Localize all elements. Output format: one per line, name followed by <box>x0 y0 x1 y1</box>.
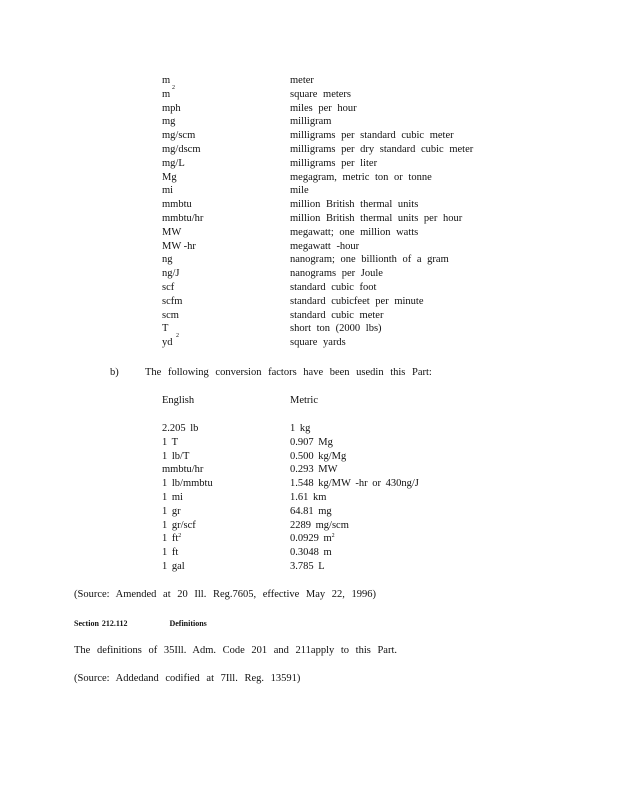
english-value-text: 1 T <box>162 436 179 448</box>
english-superscript: 2 <box>178 533 182 540</box>
abbreviation-term: mg/L <box>162 157 185 169</box>
abbreviation-definition: miles per hour <box>290 102 357 114</box>
metric-value <box>290 422 310 436</box>
abbreviation-term: mph <box>162 102 181 114</box>
metric-value <box>290 491 326 505</box>
english-value-text: 1 gr/scf <box>162 519 196 531</box>
abbreviation-term: scm <box>162 309 179 321</box>
document-page: m meter m 2 square meters mph miles per hour mg milligram mg/scm milligrams per standard cubic meter mg/dscm milligrams per dry standard cubic meter mg/L milligrams per liter Mg megagram, metric ton or tonne mi mile mmbtu million British thermal units mmbtu/hr million British thermal units per hour MW megawatt; one million watts MW -hr megawatt -hour ng nanogram; one billionth of a gram ng/J nanograms per Joule scf standard cubic foot scfm standard cubicfeet per minute scm standard cubic meter T short ton (2000 lbs) yd 2 square yards b) The following conversion factors have been usedin this Part: English Metric 2.205 lb 1 kg 1 T 0.907 Mg 1 lb/T 0.500 kg/Mg mmbtu/hr 0.293 MW 1 lb/mmbtu 1.548 kg/MW -hr or 430ng/J 1 mi 1.61 km 1 gr 64.81 mg 1 gr/scf 2289 mg/scm 1 $ft^2$ 0.0929 $m^2$ 1 ft 0.3048 m 1 gal 3.785 L (Source: Amended at 20 Ill. Reg.7605, effective May 22, 1996) Section 212.112 Definitions The definitions of 35Ill. Adm. Code 201 and 211apply to this Part. (Source: Addedand codified at 7Ill. Reg. 13591) <box>74 75 474 684</box>
abbreviation-term: MW -hr <box>162 240 196 252</box>
metric-value <box>290 463 338 477</box>
abbreviation-definition: milligram <box>290 116 332 128</box>
abbreviation-definition: square yards <box>290 337 346 349</box>
abbreviation-definition: short ton (2000 lbs) <box>290 323 382 335</box>
abbreviation-definition: million British thermal units per hour <box>290 213 463 224</box>
metric-value-text: 1 kg <box>290 423 311 434</box>
english-value-text: 2.205 lb <box>162 423 199 434</box>
abbreviation-term: scfm <box>162 295 183 307</box>
metric-value <box>290 532 335 546</box>
metric-column-header: Metric <box>290 395 318 406</box>
abbreviation-term: scf <box>162 282 175 293</box>
metric-value <box>290 477 419 491</box>
source-note: (Source: Addedand codified at 7Ill. Reg. 13591) <box>74 673 301 684</box>
metric-value-text: 3.785 L <box>290 561 325 572</box>
abbreviation-definition: standard cubic meter <box>290 309 384 321</box>
metric-value <box>290 560 325 574</box>
english-value-text: 1 lb/mmbtu <box>162 478 213 490</box>
english-value-text: 1 ft <box>162 533 179 545</box>
abbreviation-definition: megawatt; one million watts <box>290 226 419 238</box>
abbreviation-definition: milligrams per dry standard cubic meter <box>290 144 474 155</box>
abbreviation-definition: standard cubicfeet per minute <box>290 295 424 307</box>
section-number: Section 212.112 <box>74 619 128 628</box>
english-value-text: 1 ft <box>162 547 179 559</box>
english-value <box>162 519 196 533</box>
abbreviation-definition: milligrams per liter <box>290 157 378 169</box>
metric-value-text: 1.61 km <box>290 492 327 503</box>
abbreviation-definition: million British thermal units <box>290 199 419 211</box>
english-value <box>162 560 185 574</box>
metric-value <box>290 450 346 464</box>
abbreviation-definition: standard cubic foot <box>290 282 377 293</box>
abbreviation-definition: megawatt -hour <box>290 240 360 252</box>
abbreviation-definition: mile <box>290 185 309 197</box>
metric-value-text: 0.293 MW <box>290 464 338 476</box>
metric-value-text: 0.907 Mg <box>290 436 333 448</box>
english-value-text: 1 gr <box>162 505 181 517</box>
metric-value-text: 0.500 kg/Mg <box>290 450 347 462</box>
section-title: Definitions <box>169 619 207 628</box>
abbreviation-definition: megagram, metric ton or tonne <box>290 171 432 183</box>
english-value <box>162 422 198 436</box>
english-value <box>162 532 181 546</box>
metric-value-text: 2289 mg/scm <box>290 519 349 531</box>
metric-value <box>290 546 332 560</box>
abbreviation-definition: meter <box>290 75 314 86</box>
abbreviation-term: T <box>162 323 169 335</box>
metric-value-text: 0.0929 m <box>290 533 332 545</box>
english-value <box>162 546 178 560</box>
abbreviation-term: mg/dscm <box>162 144 201 155</box>
abbreviation-term: mg <box>162 116 176 128</box>
definitions-paragraph: The definitions of 35Ill. Adm. Code 201 and 211apply to this Part. <box>74 645 397 656</box>
abbreviation-term: mmbtu/hr <box>162 213 204 224</box>
subsection-label: b) <box>110 367 119 378</box>
abbreviation-term: mi <box>162 185 174 197</box>
subsection-intro: The following conversion factors have been usedin this Part: <box>145 367 432 378</box>
english-value <box>162 436 178 450</box>
english-column-header: English <box>162 395 195 406</box>
english-value <box>162 463 203 477</box>
metric-value-text: 0.3048 m <box>290 547 332 559</box>
english-value <box>162 477 213 491</box>
metric-value <box>290 519 349 533</box>
abbreviation-definition: nanogram; one billionth of a gram <box>290 254 449 266</box>
english-value <box>162 505 181 519</box>
section-heading <box>74 617 207 631</box>
abbreviation-term: MW <box>162 226 182 238</box>
abbreviation-definition: milligrams per standard cubic meter <box>290 130 454 142</box>
metric-value-text: 1.548 kg/MW -hr or 430ng/J <box>290 478 419 490</box>
abbreviation-term: ng/J <box>162 268 180 280</box>
metric-value-text: 64.81 mg <box>290 505 332 517</box>
english-value <box>162 491 183 505</box>
english-value-text: 1 lb/T <box>162 450 190 462</box>
abbreviation-term: mmbtu <box>162 199 192 211</box>
abbreviation-term: mg/scm <box>162 130 196 142</box>
source-note: (Source: Amended at 20 Ill. Reg.7605, effective May 22, 1996) <box>74 589 377 600</box>
english-value-text: 1 gal <box>162 561 185 572</box>
abbreviation-term: yd <box>162 337 173 349</box>
abbreviation-definition: nanograms per Joule <box>290 268 383 280</box>
abbreviation-definition: square meters <box>290 88 352 100</box>
metric-superscript: 2 <box>331 533 335 540</box>
metric-value <box>290 436 333 450</box>
english-value-text: 1 mi <box>162 492 183 503</box>
abbreviation-term: ng <box>162 254 173 266</box>
abbreviation-term: m <box>162 88 171 100</box>
english-value <box>162 450 189 464</box>
abbreviation-term: Mg <box>162 171 177 183</box>
metric-value <box>290 505 332 519</box>
english-value-text: mmbtu/hr <box>162 464 204 476</box>
abbreviation-term: m <box>162 75 171 86</box>
